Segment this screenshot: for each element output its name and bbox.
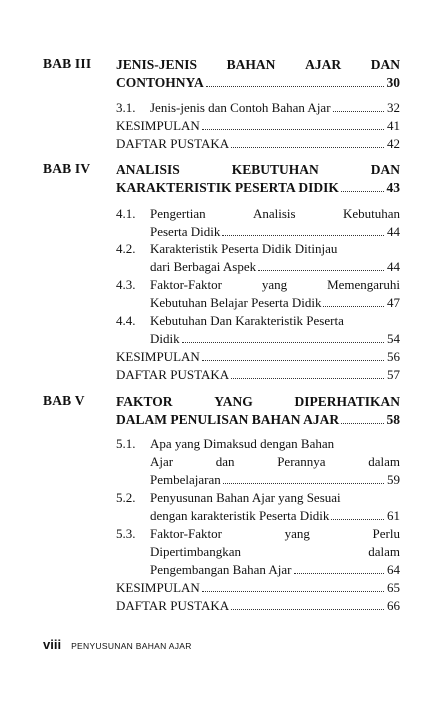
page-number: 65	[387, 580, 400, 595]
page-number: 58	[386, 412, 400, 427]
item-title-word: Pengertian	[150, 206, 206, 221]
dot-leader	[222, 235, 384, 236]
footer-book-title: PENYUSUNAN BAHAN AJAR	[71, 641, 192, 651]
item-title-line: Kebutuhan Belajar Peserta Didik	[150, 295, 322, 310]
dot-leader	[202, 591, 384, 592]
title-word: AJAR	[305, 57, 342, 72]
toc-item-4-1[interactable]	[116, 205, 400, 241]
chapter-title[interactable]	[116, 161, 400, 197]
toc-daftar-pustaka[interactable]	[116, 597, 400, 615]
item-title-word: yang	[261, 277, 288, 292]
dot-leader	[231, 147, 384, 148]
dot-leader	[341, 423, 384, 424]
entry-title: DAFTAR PUSTAKA	[116, 367, 230, 382]
page-number: 43	[386, 180, 400, 195]
item-number: 5.2.	[116, 490, 136, 505]
item-title-line: Peserta Didik	[150, 224, 221, 239]
chapter-title[interactable]	[116, 56, 400, 92]
item-number: 4.2.	[116, 241, 136, 256]
item-title-word: dalam	[368, 544, 400, 559]
title-word: YANG	[214, 394, 253, 409]
dot-leader	[331, 519, 384, 520]
entry-title: DAFTAR PUSTAKA	[116, 598, 230, 613]
item-title-line: Karakteristik Peserta Didik Ditinjau	[150, 241, 338, 256]
item-title-line: Didik	[150, 331, 180, 346]
page-number: 66	[387, 598, 400, 613]
dot-leader	[202, 360, 384, 361]
dot-leader	[182, 342, 384, 343]
item-title: Jenis-jenis dan Contoh Bahan Ajar	[150, 100, 331, 115]
item-title-word: dalam	[368, 454, 400, 469]
dot-leader	[223, 483, 384, 484]
toc-item-4-2[interactable]	[116, 240, 400, 276]
page-number: 41	[387, 118, 400, 133]
dot-leader	[231, 378, 384, 379]
entry-title: KESIMPULAN	[116, 349, 200, 364]
toc-kesimpulan[interactable]	[116, 117, 400, 135]
title-word: DAN	[370, 57, 400, 72]
chapter-label: BAB IV	[43, 161, 91, 176]
title-word: DAN	[370, 162, 400, 177]
title-word: DIPERHATIKAN	[294, 394, 400, 409]
title-word: JENIS-JENIS	[116, 57, 198, 72]
chapter-label: BAB III	[43, 56, 92, 71]
chapter-title[interactable]	[116, 393, 400, 429]
dot-leader	[323, 306, 384, 307]
title-word: FAKTOR	[116, 394, 173, 409]
item-title-word: Faktor-Faktor	[150, 277, 222, 292]
toc-item-4-3[interactable]	[116, 276, 400, 312]
title-word: ANALISIS	[116, 162, 180, 177]
dot-leader	[258, 270, 384, 271]
dot-leader	[206, 86, 384, 87]
item-number: 4.1.	[116, 206, 136, 221]
page-number: 56	[387, 349, 400, 364]
page-number: 30	[386, 75, 400, 90]
page-number: 61	[387, 508, 400, 523]
toc-item-5-2[interactable]	[116, 489, 400, 525]
entry-title: KESIMPULAN	[116, 580, 200, 595]
title-word: BAHAN	[226, 57, 276, 72]
page-number: 32	[387, 100, 400, 115]
page-number: 59	[387, 472, 400, 487]
item-title-word: Perannya	[277, 454, 326, 469]
toc-item-4-4[interactable]	[116, 312, 400, 348]
page-number: 44	[387, 259, 400, 274]
item-title-word: Perlu	[372, 526, 400, 541]
page-footer	[43, 637, 192, 652]
item-number: 4.3.	[116, 277, 136, 292]
item-title-word: dan	[215, 454, 235, 469]
dot-leader	[231, 609, 384, 610]
item-title-line: Kebutuhan Dan Karakteristik Peserta	[150, 313, 344, 328]
dot-leader	[341, 191, 384, 192]
item-title-word: Faktor-Faktor	[150, 526, 222, 541]
page-number: 42	[387, 136, 400, 151]
toc-kesimpulan[interactable]	[116, 348, 400, 366]
item-number: 3.1.	[116, 100, 136, 115]
item-title-line: Apa yang Dimaksud dengan Bahan	[150, 436, 335, 451]
toc-item-5-3[interactable]	[116, 525, 400, 579]
item-number: 4.4.	[116, 313, 136, 328]
item-number: 5.3.	[116, 526, 136, 541]
item-title-line: Penyusunan Bahan Ajar yang Sesuai	[150, 490, 341, 505]
dot-leader	[333, 111, 384, 112]
toc-item-5-1[interactable]	[116, 435, 400, 489]
toc-daftar-pustaka[interactable]	[116, 135, 400, 153]
title-word: KEBUTUHAN	[231, 162, 319, 177]
item-title-word: Memengaruhi	[327, 277, 400, 292]
entry-title: KESIMPULAN	[116, 118, 200, 133]
item-number: 5.1.	[116, 436, 136, 451]
item-title-word: Kebutuhan	[342, 206, 400, 221]
item-title-line: Pembelajaran	[150, 472, 221, 487]
page-number: 44	[387, 224, 400, 239]
page-number: 64	[387, 562, 400, 577]
page-number: 57	[387, 367, 400, 382]
item-title-line: dengan karakteristik Peserta Didik	[150, 508, 330, 523]
title-line: KARAKTERISTIK PESERTA DIDIK	[116, 180, 339, 195]
title-line: DALAM PENULISAN BAHAN AJAR	[116, 412, 340, 427]
item-title-line: Pengembangan Bahan Ajar	[150, 562, 292, 577]
dot-leader	[294, 573, 384, 574]
item-title-line: dari Berbagai Aspek	[150, 259, 257, 274]
dot-leader	[202, 129, 384, 130]
chapter-label: BAB V	[43, 393, 85, 408]
toc-daftar-pustaka[interactable]	[116, 366, 400, 384]
title-line: CONTOHNYA	[116, 75, 204, 90]
item-title-word: yang	[284, 526, 310, 541]
toc-item-3-1[interactable]	[116, 99, 400, 117]
page-number: 47	[387, 295, 400, 310]
item-title-word: Analisis	[252, 206, 296, 221]
footer-page-number: viii	[43, 637, 62, 652]
item-title-word: Dipertimbangkan	[150, 544, 241, 559]
toc-kesimpulan[interactable]	[116, 579, 400, 597]
page-number: 54	[387, 331, 400, 346]
item-title-word: Ajar	[150, 454, 174, 469]
entry-title: DAFTAR PUSTAKA	[116, 136, 230, 151]
